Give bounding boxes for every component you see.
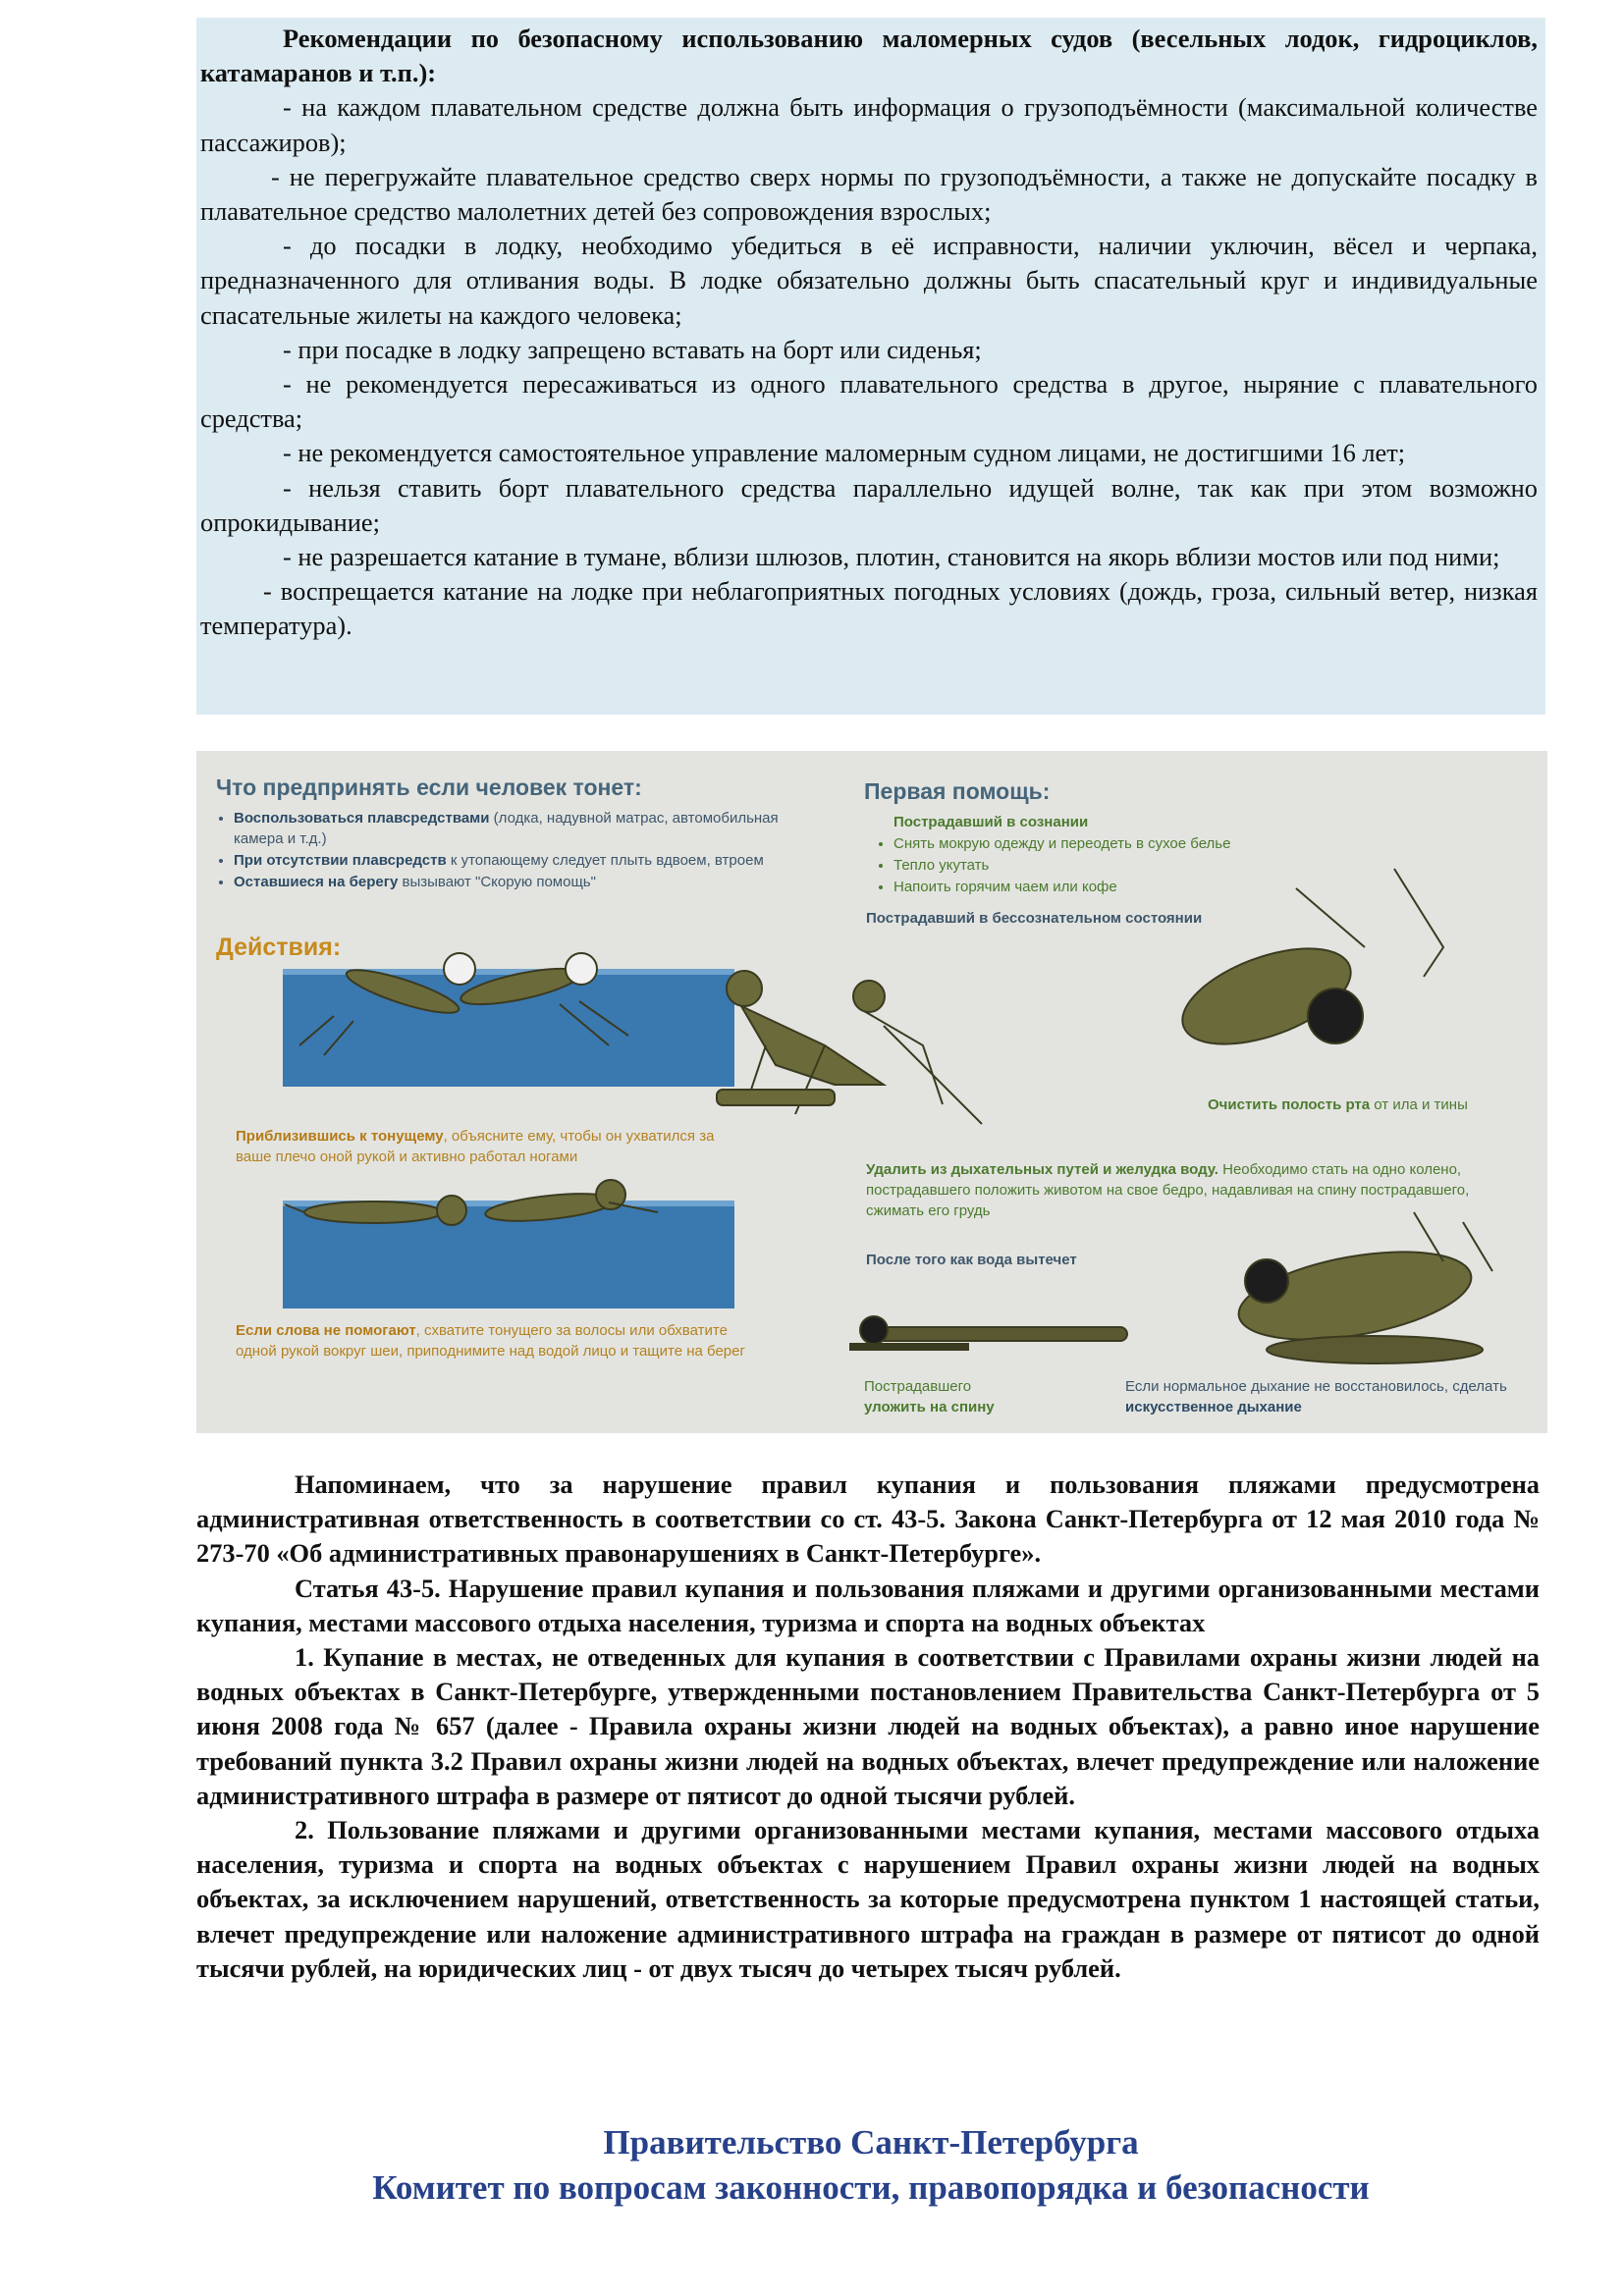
law-paragraph: 2. Пользование пляжами и другими организованными местами купания, местами массового отдыха населения, туризма и спорта на водных объектах с нарушением Правил охраны жизни людей на водных объектах, за исключением нарушений, ответственность за которые предусмотрена пунктом 1 настоящей статьи, влечет предупреждение или наложение административного штрафа на граждан в размере от пятисот до одной тысячи рублей, на юридических лиц - от двух тысяч до четырех тысяч рублей. <box>196 1815 1540 1983</box>
issuer-footer <box>196 2120 1545 2211</box>
conscious-item: • Напоить горячим чаем или кофе <box>893 877 1384 897</box>
drain-water-caption: Удалить из дыхательных путей и желудка воду. Необходимо стать на одно колено, пострадавшего положить животом на свое бедро, надавливая на спину пострадавшего, сжимать его грудь <box>866 1161 1470 1219</box>
first-aid-heading: Первая помощь: <box>864 778 1051 804</box>
recommendations-title: Рекомендации по безопасному использованию маломерных судов (весельных лодок, гидроциклов, катамаранов и т.п.): <box>200 24 1538 88</box>
unconscious-label: Пострадавший в бессознательном состоянии <box>866 910 1203 927</box>
lay-on-back-illustration <box>850 1316 1127 1350</box>
recommendation-item: - на каждом плавательном средстве должна быть информация о грузоподъёмности (максимальной количестве пассажиров); <box>200 92 1538 157</box>
drowning-bullet: • При отсутствии плавсредств к утопающему следует плыть вдвоем, втроем <box>234 850 803 871</box>
conscious-items <box>874 833 1384 898</box>
recommendation-item: - не рекомендуется пересаживаться из одного плавательного средства в другое, ныряние с плавательного средства; <box>200 369 1538 434</box>
law-paragraph: Напоминаем, что за нарушение правил купания и пользования пляжами предусмотрена административная ответственность в соответствии со ст. 43-5. Закона Санкт-Петербурга от 12 мая 2010 года № 273-70 «Об административных правонарушениях в Санкт-Петербурге». <box>196 1469 1540 1569</box>
cpr-caption: Если нормальное дыхание не восстановилось, сделать искусственное дыхание <box>1125 1378 1507 1415</box>
actions-heading: Действия: <box>216 934 342 961</box>
conscious-label: Пострадавший в сознании <box>893 814 1089 830</box>
recommendation-item: - до посадки в лодку, необходимо убедиться в её исправности, наличии уключин, вёсел и черпака, предназначенного для отливания воды. В лодке обязательно должны быть спасательный круг и индивидуальные спасательные жилеты на каждого человека; <box>200 231 1538 330</box>
drowning-bullets <box>214 808 803 893</box>
recommendation-item: - не перегружайте плавательное средство сверх нормы по грузоподъёмности, а также не допускайте посадку в плавательное средство малолетних детей без сопровождения взрослых; <box>200 161 1538 227</box>
words-caption: Если слова не помогают, схватите тонущего за волосы или обхватите одной рукой вокруг шеи, приподнимите над водой лицо и тащите на берег <box>236 1322 745 1360</box>
legal-notice <box>196 1468 1540 1986</box>
conscious-item: • Снять мокрую одежду и переодеть в сухое белье <box>893 833 1384 854</box>
clean-mouth-caption: Очистить полость рта от ила и тины <box>1208 1096 1468 1113</box>
recommendation-item: - не рекомендуется самостоятельное управление маломерным судном лицами, не достигшими 16 лет; <box>283 438 1406 468</box>
issuer-committee: Комитет по вопросам законности, правопорядка и безопасности <box>372 2168 1370 2207</box>
law-paragraph: Статья 43-5. Нарушение правил купания и пользования пляжами и другими организованными местами купания, местами массового отдыха населения, туризма и спорта на водных объектах <box>196 1573 1540 1637</box>
conscious-item: • Тепло укутать <box>893 855 1384 876</box>
recommendation-item: - воспрещается катание на лодке при неблагоприятных погодных условиях (дождь, гроза, сильный ветер, низкая температура). <box>200 576 1538 641</box>
drowning-bullet: • Воспользоваться плавсредствами (лодка, надувной матрас, автомобильная камера и т.д.) <box>234 808 803 849</box>
recommendations-box <box>196 18 1545 715</box>
after-water-label: После того как вода вытечет <box>866 1252 1077 1268</box>
drain-water-illustration <box>717 971 982 1124</box>
rescue-first-aid-poster <box>196 751 1547 1433</box>
recommendation-item: - нельзя ставить борт плавательного средства параллельно идущей волне, так как при этом возможно опрокидывание; <box>200 472 1538 537</box>
drowning-bullet: • Оставшиеся на берегу вызывают "Скорую помощь" <box>234 872 803 892</box>
approach-caption: Приблизившись к тонущему, объясните ему, чтобы он ухватился за ваше плечо оной рукой и активно работал ногами <box>236 1128 715 1165</box>
drowning-heading: Что предпринять если человек тонет: <box>216 774 642 800</box>
law-paragraph: 1. Купание в местах, не отведенных для купания в соответствии с Правилами охраны жизни людей на водных объектах в Санкт-Петербурге, утвержденными постановлением Правительства Санкт-Петербурга от 5 июня 2008 года № 657 (далее - Правила охраны жизни людей на водных объектах), а равно иное нарушение требований пункта 3.2 Правил охраны жизни людей на водных объектах, влечет предупреждение или наложение административного штрафа в размере от пятисот до одной тысячи рублей. <box>196 1642 1540 1810</box>
recommendation-item: - не разрешается катание в тумане, вблизи шлюзов, плотин, становится на якорь вблизи мостов или под ними; <box>283 542 1500 572</box>
recommendation-item: - при посадке в лодку запрещено вставать на борт или сиденья; <box>283 334 982 364</box>
cpr-illustration <box>1232 1212 1492 1363</box>
lay-on-back-caption: Пострадавшего уложить на спину <box>864 1378 995 1415</box>
issuer-government: Правительство Санкт-Петербурга <box>603 2123 1139 2162</box>
